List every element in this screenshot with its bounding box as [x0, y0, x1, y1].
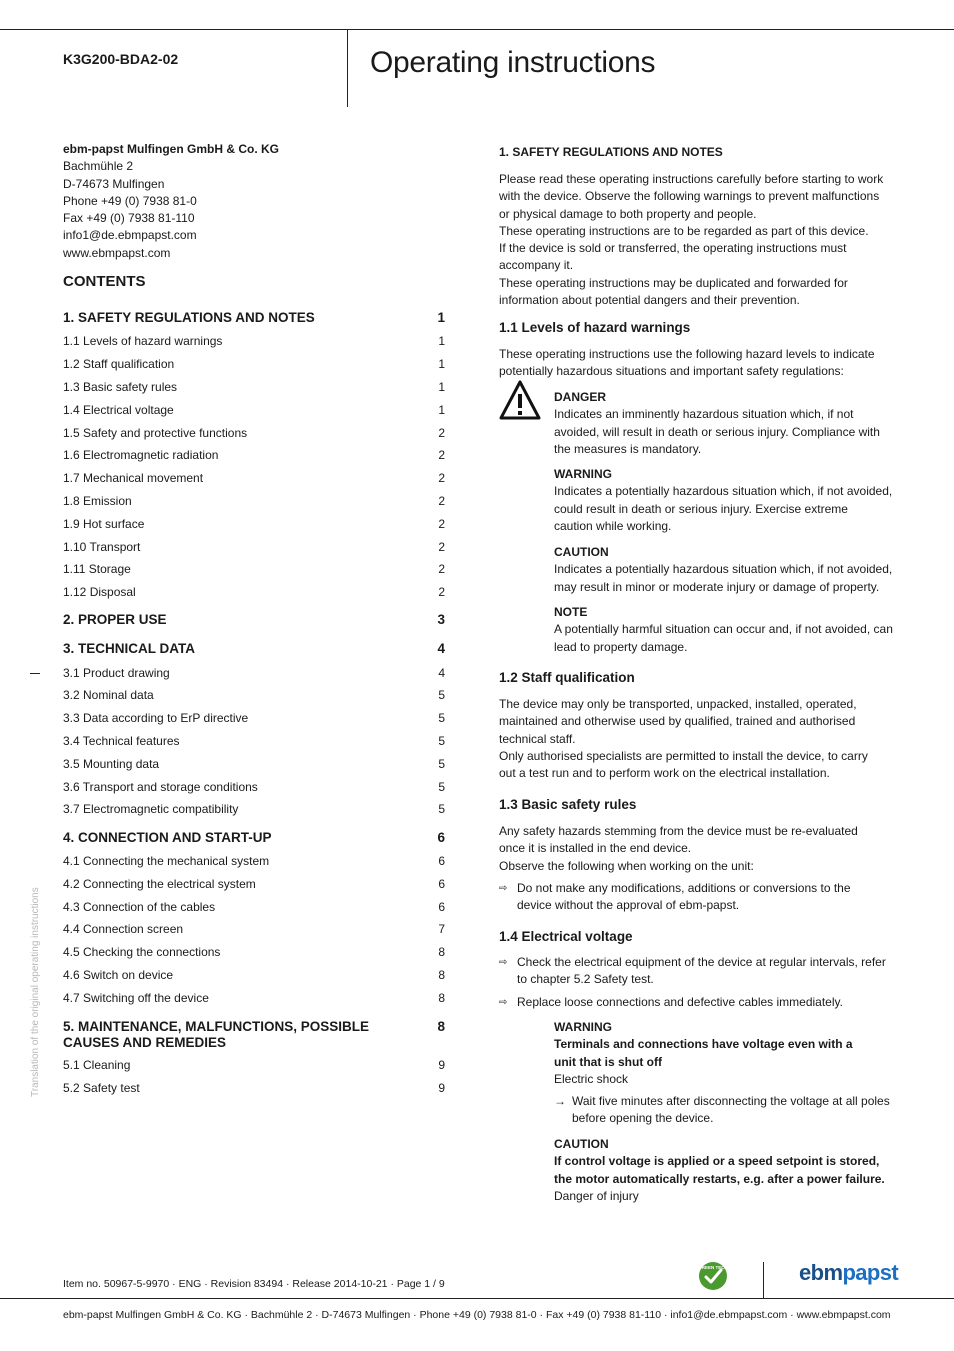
toc-title: 1.6 Electromagnetic radiation	[63, 448, 219, 462]
text-line: These operating instructions use the following hazard levels to indicate	[499, 347, 875, 361]
toc-title: 4.3 Connection of the cables	[63, 900, 216, 914]
toc-entry[interactable]	[63, 357, 445, 375]
restart-caution-block	[554, 1136, 894, 1205]
toc-title: 3.5 Mounting data	[63, 757, 160, 771]
warning-label: WARNING	[554, 1020, 612, 1034]
s14-bullet-2	[499, 994, 891, 1012]
toc-title: 4.5 Checking the connections	[63, 945, 221, 959]
text-line: Indicates a potentially hazardous situation which, if not avoided,	[554, 484, 893, 499]
toc-page: 6	[438, 900, 445, 914]
toc-title: 1.2 Staff qualification	[63, 357, 175, 371]
toc-page: 5	[438, 688, 445, 702]
toc-page: 2	[438, 494, 445, 508]
text-line: Wait five minutes after disconnecting the voltage at all poles	[572, 1094, 890, 1108]
toc-page: 6	[438, 877, 445, 891]
toc-page: 1	[437, 310, 445, 325]
text-line: the measures is mandatory.	[554, 441, 702, 456]
toc-page: 1	[438, 357, 445, 371]
toc-title: 3.4 Technical features	[63, 734, 180, 748]
toc-title: 3.1 Product drawing	[63, 666, 170, 680]
toc-title: 3.2 Nominal data	[63, 688, 154, 702]
footer-rule	[0, 1298, 954, 1299]
s13-bullet	[499, 880, 891, 916]
logo-ebm: ebm	[799, 1260, 843, 1285]
footer-logo-divider	[763, 1262, 764, 1298]
s1-heading: 1. SAFETY REGULATIONS AND NOTES	[499, 145, 723, 159]
toc-page: 9	[438, 1081, 445, 1095]
toc-section[interactable]	[63, 830, 445, 848]
toc-title: 3.7 Electromagnetic compatibility	[63, 802, 239, 816]
text-line: These operating instructions may be duplicated and forwarded for	[499, 275, 848, 290]
text-line: Replace loose connections and defective cables immediately.	[517, 995, 843, 1009]
toc-page: 1	[438, 334, 445, 348]
toc-title: 3. TECHNICAL DATA	[63, 641, 196, 656]
text-line: information about potential dangers and their prevention.	[499, 293, 800, 308]
danger-block	[554, 389, 894, 458]
greentech-icon	[697, 1260, 729, 1292]
toc-page: 6	[438, 854, 445, 868]
toc-title: 1.12 Disposal	[63, 585, 136, 599]
phone: Phone +49 (0) 7938 81-0	[63, 193, 197, 208]
toc-page: 2	[438, 585, 445, 599]
text-line: Electric shock	[554, 1071, 629, 1086]
text-line: avoided, will result in death or serious injury. Compliance with	[554, 424, 880, 439]
text-line: If the device is sold or transferred, the operating instructions must	[499, 241, 847, 256]
text-line: Indicates a potentially hazardous situation which, if not avoided,	[554, 562, 893, 577]
caution-block	[554, 544, 894, 596]
toc-entry[interactable]	[63, 900, 445, 918]
toc-title: 1.7 Mechanical movement	[63, 471, 204, 485]
toc-entry[interactable]	[63, 991, 445, 1009]
address-block	[63, 141, 279, 262]
toc-entry[interactable]	[63, 1058, 445, 1076]
toc-title: 4. CONNECTION AND START-UP	[63, 830, 272, 845]
text-line: maintained and otherwise used by qualified, trained and authorised	[499, 714, 856, 729]
text-line: Danger of injury	[554, 1188, 639, 1203]
toc-entry[interactable]	[63, 517, 445, 535]
toc-page: 5	[438, 802, 445, 816]
text-line: may result in minor or moderate injury or damage of property.	[554, 579, 880, 594]
s14-bullet-1	[499, 954, 891, 990]
fax: Fax +49 (0) 7938 81-110	[63, 211, 195, 226]
toc-entry[interactable]	[63, 711, 445, 729]
toc-title: 1.11 Storage	[63, 562, 131, 576]
note-block	[554, 604, 894, 656]
company-name: ebm-papst Mulfingen GmbH & Co. KG	[63, 142, 279, 156]
s11-text	[499, 346, 891, 381]
s12-title: 1.2 Staff qualification	[499, 670, 635, 685]
header-top-rule	[0, 29, 954, 30]
toc-entry[interactable]	[63, 403, 445, 421]
toc-entry[interactable]	[63, 448, 445, 466]
toc-entry[interactable]	[63, 780, 445, 798]
toc-title: 1.10 Transport	[63, 540, 141, 554]
toc-entry[interactable]	[63, 688, 445, 706]
bullet-arrow-icon: ⇨	[499, 957, 508, 968]
toc-title: 5.1 Cleaning	[63, 1058, 131, 1072]
toc-page: 2	[438, 517, 445, 531]
s12-text	[499, 696, 891, 782]
logo-papst: papst	[842, 1260, 899, 1285]
bullet-arrow-icon: ⇨	[499, 883, 508, 894]
toc-page: 2	[438, 471, 445, 485]
toc-page: 2	[438, 448, 445, 462]
voltage-warning-block	[554, 1019, 894, 1088]
toc-entry[interactable]	[63, 380, 445, 398]
text-line: If control voltage is applied or a speed setpoint is stored,	[554, 1154, 880, 1169]
toc-page: 2	[438, 540, 445, 554]
bullet-arrow-icon: ⇨	[499, 997, 508, 1008]
toc-title: 4.4 Connection screen	[63, 922, 184, 936]
toc-entry[interactable]	[63, 922, 445, 940]
toc-entry[interactable]	[63, 585, 445, 603]
toc-title: 1.4 Electrical voltage	[63, 403, 174, 417]
toc-page: 6	[437, 830, 445, 845]
toc-title: 3.3 Data according to ErP directive	[63, 711, 249, 725]
text-line: before opening the device.	[572, 1111, 714, 1126]
toc-title: 5. MAINTENANCE, MALFUNCTIONS, POSSIBLE	[63, 1019, 370, 1034]
s1-intro	[499, 171, 891, 309]
toc-title: 1.3 Basic safety rules	[63, 380, 178, 394]
text-line: to chapter 5.2 Safety test.	[517, 972, 654, 987]
text-line: Check the electrical equipment of the device at regular intervals, refer	[517, 955, 886, 969]
website[interactable]: www.ebmpapst.com	[63, 245, 171, 260]
city: D-74673 Mulfingen	[63, 176, 165, 191]
toc-title: 1.8 Emission	[63, 494, 132, 508]
text-line: A potentially harmful situation can occur and, if not avoided, can	[554, 622, 893, 637]
toc-page: 5	[438, 711, 445, 725]
toc-title: 4.6 Switch on device	[63, 968, 174, 982]
toc-page: 1	[438, 403, 445, 417]
toc-page: 2	[438, 562, 445, 576]
greentech-label: GREEN TECH	[698, 1265, 728, 1270]
warning-triangle-icon	[499, 380, 541, 420]
toc-page: 1	[438, 380, 445, 394]
note-label: NOTE	[554, 605, 588, 619]
toc-entry[interactable]	[63, 540, 445, 558]
sidebar-translation-note: Translation of the original operating instructions	[30, 887, 41, 1097]
s14-title: 1.4 Electrical voltage	[499, 929, 633, 944]
text-line: Terminals and connections have voltage even with a	[554, 1037, 853, 1052]
text-line: These operating instructions are to be regarded as part of this device.	[499, 223, 869, 238]
text-line: The device may only be transported, unpacked, installed, operated,	[499, 697, 857, 711]
contents-heading: CONTENTS	[63, 273, 146, 290]
toc-entry[interactable]	[63, 666, 445, 684]
toc-entry[interactable]	[63, 877, 445, 895]
text-line: once it is installed in the end device.	[499, 841, 692, 856]
s13-text	[499, 823, 891, 875]
toc-page: 8	[437, 1019, 445, 1034]
toc-title: 2. PROPER USE	[63, 612, 167, 627]
toc-entry[interactable]	[63, 494, 445, 512]
toc-page: 3	[437, 612, 445, 627]
toc-entry[interactable]	[63, 334, 445, 352]
toc-entry[interactable]	[63, 802, 445, 820]
danger-label: DANGER	[554, 390, 607, 404]
text-line: technical staff.	[499, 731, 576, 746]
toc-entry[interactable]	[63, 968, 445, 986]
text-line: out a test run and to perform work on the electrical installation.	[499, 766, 830, 781]
toc-section[interactable]	[63, 641, 445, 659]
text-line: accompany it.	[499, 258, 574, 273]
text-line: device without the approval of ebm-papst.	[517, 898, 740, 913]
toc-title: 1. SAFETY REGULATIONS AND NOTES	[63, 310, 315, 325]
text-line: with the device. Observe the following warnings to prevent malfunctions	[499, 189, 880, 204]
toc-title: 1.1 Levels of hazard warnings	[63, 334, 223, 348]
s13-title: 1.3 Basic safety rules	[499, 797, 637, 812]
toc-entry[interactable]	[63, 734, 445, 752]
ebmpapst-logo	[799, 1260, 898, 1286]
toc-title: 1.5 Safety and protective functions	[63, 426, 248, 440]
warning-label: WARNING	[554, 467, 612, 481]
toc-section[interactable]	[63, 612, 445, 630]
margin-mark	[30, 673, 40, 674]
toc-page: 5	[438, 757, 445, 771]
page-title: Operating instructions	[370, 46, 656, 79]
toc-entry[interactable]	[63, 945, 445, 963]
toc-entry[interactable]	[63, 1081, 445, 1099]
toc-entry[interactable]	[63, 854, 445, 872]
toc-page: 2	[438, 426, 445, 440]
s11-title: 1.1 Levels of hazard warnings	[499, 320, 691, 335]
text-line: potentially hazardous situations and important safety regulations:	[499, 364, 844, 379]
toc-title: 1.9 Hot surface	[63, 517, 145, 531]
footer-item-info: Item no. 50967-5-9970 · ENG · Revision 83494 · Release 2014-10-21 · Page 1 / 9	[63, 1278, 445, 1290]
text-line: Do not make any modifications, additions or conversions to the	[517, 881, 851, 895]
text-line: could result in death or serious injury. Exercise extreme	[554, 501, 848, 516]
email[interactable]: info1@de.ebmpapst.com	[63, 228, 197, 243]
toc-title: 4.2 Connecting the electrical system	[63, 877, 256, 891]
toc-page: 5	[438, 734, 445, 748]
toc-page: 7	[438, 922, 445, 936]
toc-entry[interactable]	[63, 426, 445, 444]
text-line: or physical damage to both property and people.	[499, 206, 757, 221]
text-line: Please read these operating instructions carefully before starting to work	[499, 172, 884, 186]
toc-section[interactable]	[63, 1019, 445, 1050]
caution-label: CAUTION	[554, 1137, 609, 1151]
caution-label: CAUTION	[554, 545, 609, 559]
street: Bachmühle 2	[63, 159, 134, 174]
text-line: Only authorised specialists are permitted to install the device, to carry	[499, 748, 868, 763]
text-line: caution while working.	[554, 518, 672, 533]
toc-page: 8	[438, 945, 445, 959]
text-line: the motor automatically restarts, e.g. after a power failure.	[554, 1171, 885, 1186]
text-line: Observe the following when working on the unit:	[499, 858, 754, 873]
toc-title: 4.7 Switching off the device	[63, 991, 209, 1005]
text-line: lead to property damage.	[554, 639, 688, 654]
toc-section[interactable]	[63, 310, 445, 328]
toc-page: 4	[437, 641, 445, 656]
header-divider	[347, 29, 348, 107]
warning-block	[554, 466, 894, 535]
toc-page: 8	[438, 968, 445, 982]
toc-page: 4	[438, 666, 445, 680]
arrow-right-icon: →	[554, 1094, 566, 1108]
toc-page: 8	[438, 991, 445, 1005]
toc-title: 4.1 Connecting the mechanical system	[63, 854, 270, 868]
toc-entry[interactable]	[63, 471, 445, 489]
text-line: Any safety hazards stemming from the device must be re-evaluated	[499, 824, 858, 838]
text-line: Indicates an imminently hazardous situation which, if not	[554, 407, 854, 422]
toc-title: 3.6 Transport and storage conditions	[63, 780, 258, 794]
toc-page: 5	[438, 780, 445, 794]
toc-entry[interactable]	[63, 562, 445, 580]
toc-entry[interactable]	[63, 757, 445, 775]
toc-title: 5.2 Safety test	[63, 1081, 140, 1095]
toc-page: 9	[438, 1058, 445, 1072]
model-number: K3G200-BDA2-02	[63, 51, 179, 67]
footer-contact: ebm-papst Mulfingen GmbH & Co. KG · Bachmühle 2 · D-74673 Mulfingen · Phone +49 (0) 7938 81-0 · Fax +49 (0) 7938 81-110 · info1@de.ebmpapst.com · www.ebmpapst.com	[63, 1309, 891, 1321]
toc-title-line2: CAUSES AND REMEDIES	[63, 1035, 227, 1050]
text-line: unit that is shut off	[554, 1054, 662, 1069]
